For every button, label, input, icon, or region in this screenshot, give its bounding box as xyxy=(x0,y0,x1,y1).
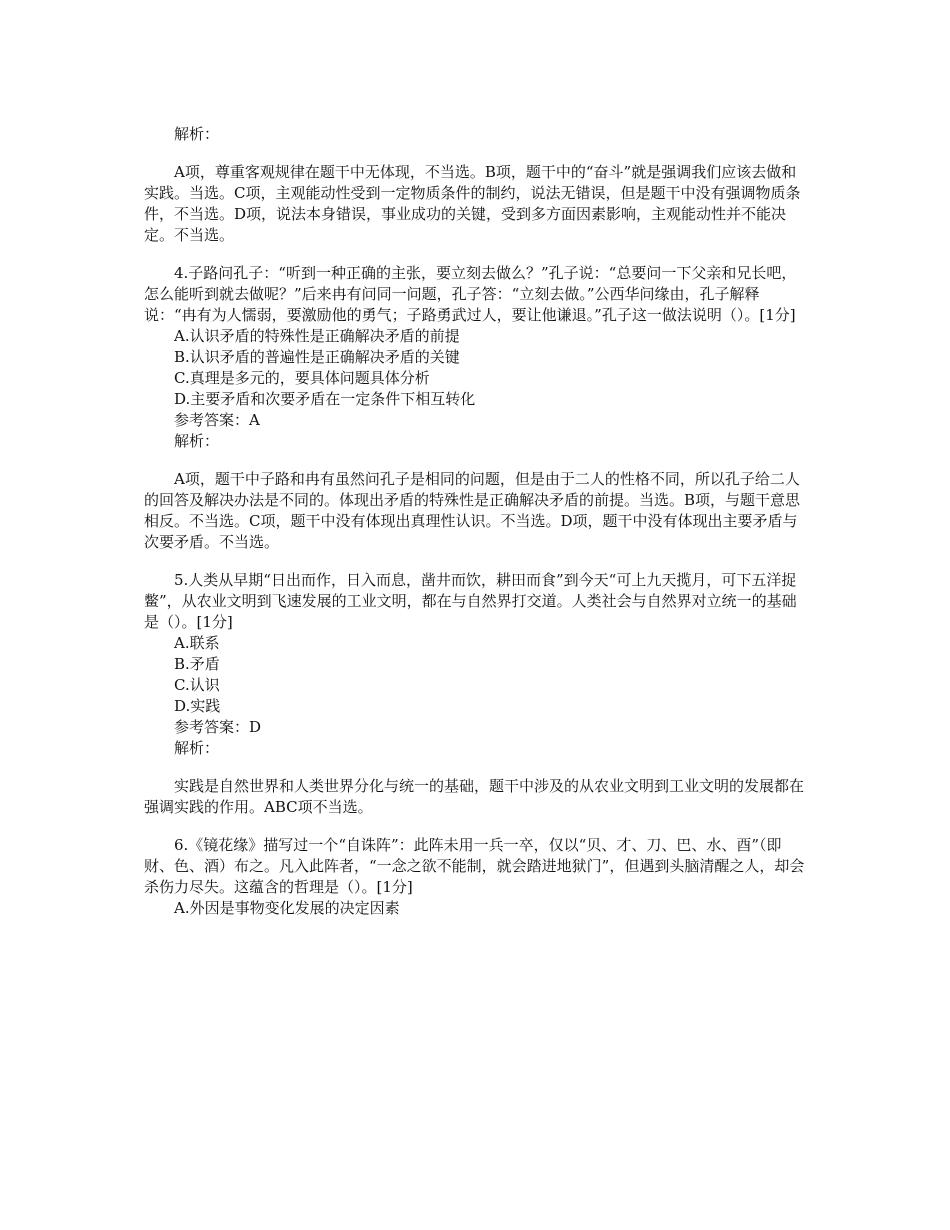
q4-option-c: C.真理是多元的，要具体问题具体分析 xyxy=(174,369,430,387)
q4-option-b: B.认识矛盾的普遍性是正确解决矛盾的关键 xyxy=(174,348,460,366)
q4-analysis-text: A项，题干中子路和冉有虽然问孔子是相同的问题，但是由于二人的性格不同，所以孔子给二人的回答及解决办法是不同的。体现出矛盾的特殊性是正确解决矛盾的前提。当选。B项，与题干意思相反。不当选。C项，题干中没有体现出真理性认识。不当选。D项，题干中没有体现出主要矛盾与次要矛盾。不当选。 xyxy=(144,470,801,551)
q3-analysis-text: A项，尊重客观规律在题干中无体现，不当选。B项，题干中的“奋斗”就是强调我们应该去做和实践。当选。C项，主观能动性受到一定物质条件的制约，说法无错误，但是题干中没有强调物质条件，不当选。D项，说法本身错误，事业成功的关键，受到多方面因素影响，主观能动性并不能决定。不当选。 xyxy=(144,163,801,244)
q5-option-a: A.联系 xyxy=(174,634,220,652)
q5-option-d: D.实践 xyxy=(174,697,221,715)
q6-option-a: A.外因是事物变化发展的决定因素 xyxy=(174,899,400,917)
q4-answer: 参考答案：A xyxy=(174,411,260,429)
q5-analysis-label: 解析： xyxy=(174,739,220,757)
q5-question: 5.人类从早期“日出而作，日入而息，凿井而饮，耕田而食”到今天“可上九天揽月，可下五洋捉鳖”，从农业文明到飞速发展的工业文明，都在与自然界打交道。人类社会与自然界对立统一的基础是（）。[1分] xyxy=(144,571,797,631)
q4-analysis-label: 解析： xyxy=(174,432,220,450)
q5-option-c: C.认识 xyxy=(174,676,220,694)
q4-question: 4.子路问孔子：“听到一种正确的主张，要立刻去做么？”孔子说：“总要问一下父亲和兄长吧，怎么能听到就去做呢？”后来冉有问同一问题，孔子答：“立刻去做。”公西华问缘由，孔子解释说：“冉有为人懦弱，要激励他的勇气；子路勇武过人，要让他谦退。”孔子这一做法说明（）。[1分] xyxy=(144,264,797,324)
q5-option-b: B.矛盾 xyxy=(174,655,220,673)
q5-analysis-text: 实践是自然世界和人类世界分化与统一的基础，题干中涉及的从农业文明到工业文明的发展都在强调实践的作用。ABC项不当选。 xyxy=(144,777,805,816)
q5-answer: 参考答案：D xyxy=(174,718,262,736)
q6-question: 6.《镜花缘》描写过一个“自诛阵”：此阵未用一兵一卒，仅以“贝、才、刀、巴、水、酉”（即财、色、酒）布之。凡入此阵者，“一念之欲不能制，就会踏进地狱门”，但遇到头脑清醒之人，却会杀伤力尽失。这蕴含的哲理是（）。[1分] xyxy=(144,836,805,896)
q4-option-a: A.认识矛盾的特殊性是正确解决矛盾的前提 xyxy=(174,327,460,345)
q3-analysis-label: 解析： xyxy=(174,125,220,143)
document-page xyxy=(144,124,808,919)
q4-option-d: D.主要矛盾和次要矛盾在一定条件下相互转化 xyxy=(174,390,476,408)
